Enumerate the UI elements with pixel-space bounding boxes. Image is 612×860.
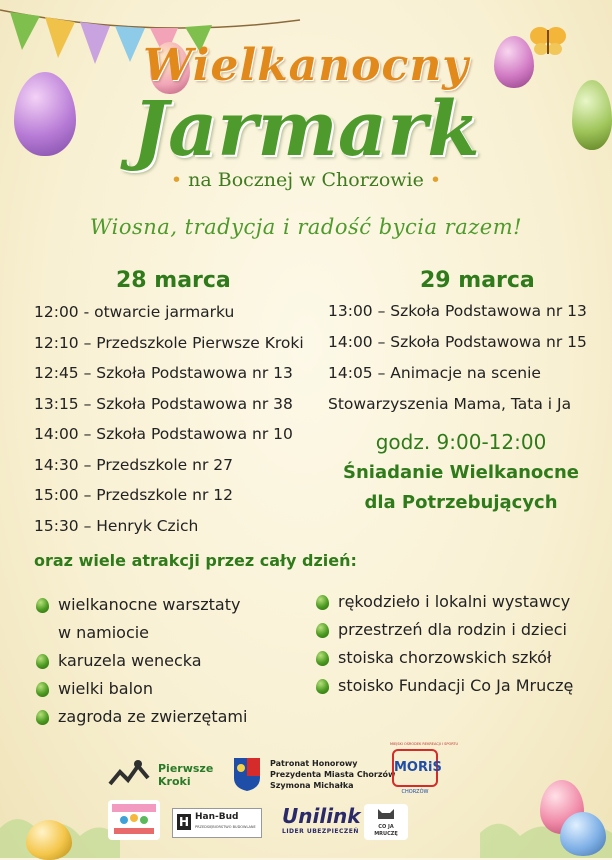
moris-top-text: MIEJSKI OŚRODEK REKREACJI I SPORTU — [390, 742, 459, 746]
attraction-text: w namiocie — [58, 623, 150, 642]
attraction-text: stoiska chorzowskich szkół — [338, 648, 552, 667]
schedule-item: 12:00 - otwarcie jarmarku — [34, 303, 235, 321]
day1-schedule — [34, 297, 304, 541]
moris-bottom-text: CHORZÓW — [401, 789, 429, 795]
pierwsze-kroki-logo — [158, 762, 213, 788]
schedule-item: 14:05 – Animacje na scenie — [328, 364, 541, 382]
schedule-item: 13:00 – Szkoła Podstawowa nr 13 — [328, 302, 587, 320]
logo-text: Pierwsze — [158, 762, 214, 775]
attraction-text: zagroda ze zwierzętami — [58, 707, 248, 726]
day1-title: 28 marca — [116, 268, 231, 293]
hanbud-h-icon: H — [178, 815, 190, 829]
subtitle-text: na Bocznej w Chorzowie — [188, 169, 424, 191]
green-egg-icon — [36, 598, 49, 613]
sponsor-logos — [0, 742, 612, 858]
schedule-item: 12:45 – Szkoła Podstawowa nr 13 — [34, 364, 293, 382]
cojamrucze-logo — [364, 804, 408, 840]
schedule-item: 15:00 – Przedszkole nr 12 — [34, 486, 233, 504]
chorzow-crest-icon — [232, 756, 262, 792]
attraction-item — [36, 703, 247, 731]
attraction-text: wielkanocne warsztaty — [58, 595, 241, 614]
attraction-item — [316, 644, 573, 672]
hanbud-name: Han-Bud — [195, 812, 239, 822]
green-egg-icon — [36, 654, 49, 669]
title-line1: Wielkanocny — [143, 40, 469, 91]
breakfast-line1: Śniadanie Wielkanocne — [343, 462, 579, 483]
logo-text: Prezydenta Miasta Chorzów — [270, 770, 396, 779]
attraction-text: przestrzeń dla rodzin i dzieci — [338, 620, 567, 639]
title-line2: Jarmark — [132, 84, 480, 173]
cat-icon — [376, 806, 396, 820]
breakfast-title — [316, 458, 606, 518]
attraction-item — [316, 672, 573, 700]
logo-text: Kroki — [158, 775, 191, 788]
green-egg-icon — [316, 623, 329, 638]
moris-letters: MORiS — [392, 749, 438, 787]
pierwsze-kroki-logo-icon — [108, 758, 150, 788]
attraction-text: karuzela wenecka — [58, 651, 202, 670]
subtitle — [0, 169, 612, 191]
attraction-text: stoisko Fundacji Co Ja Mruczę — [338, 676, 574, 695]
green-egg-icon — [316, 595, 329, 610]
logo-text: Patronat Honorowy — [270, 759, 358, 768]
schedule-item: 14:00 – Szkoła Podstawowa nr 15 — [328, 333, 587, 351]
attractions-right — [316, 588, 573, 700]
day2-schedule — [328, 296, 587, 420]
schedule-item: Stowarzyszenia Mama, Tata i Ja — [328, 395, 572, 413]
attraction-text: rękodzieło i lokalni wystawcy — [338, 592, 571, 611]
attraction-item — [316, 616, 573, 644]
attraction-item — [316, 588, 573, 616]
unilink-logo — [282, 804, 361, 835]
unilink-name: Unilink — [282, 804, 361, 828]
attraction-item — [36, 647, 247, 675]
attractions-title: oraz wiele atrakcji przez cały dzień: — [34, 551, 357, 570]
schedule-item: 12:10 – Przedszkole Pierwsze Kroki — [34, 333, 304, 352]
green-egg-icon — [316, 651, 329, 666]
attraction-item — [36, 591, 247, 647]
hanbud-logo — [172, 808, 262, 838]
green-egg-icon — [36, 710, 49, 725]
attraction-text: wielki balon — [58, 679, 153, 698]
logo-text: Szymona Michałka — [270, 781, 354, 790]
patronat-text — [270, 758, 395, 791]
family-icon — [108, 800, 160, 840]
dot-icon: • — [170, 169, 183, 191]
day2-title: 29 marca — [420, 268, 535, 293]
attractions-left — [36, 591, 247, 731]
schedule-item: 15:30 – Henryk Czich — [34, 516, 199, 535]
family-logo — [108, 800, 160, 840]
unilink-sub: LIDER UBEZPIECZEŃ — [282, 828, 359, 835]
breakfast-hours: godz. 9:00-12:00 — [375, 430, 547, 454]
schedule-item: 14:30 – Przedszkole nr 27 — [34, 455, 233, 474]
schedule-item: 14:00 – Szkoła Podstawowa nr 10 — [34, 425, 293, 443]
hanbud-sub: PRZEDSIĘBIORSTWO BUDOWLANE — [195, 825, 256, 829]
breakfast-line2: dla Potrzebujących — [364, 492, 558, 513]
schedule-item: 13:15 – Szkoła Podstawowa nr 38 — [34, 394, 293, 413]
cojamrucze-text1: CO JA — [378, 824, 394, 830]
moris-logo — [390, 742, 459, 798]
dot-icon: • — [429, 169, 442, 191]
tagline: Wiosna, tradycja i radość bycia razem! — [89, 215, 523, 239]
green-egg-icon — [36, 682, 49, 697]
cojamrucze-text2: MRUCZĘ — [374, 831, 398, 837]
green-egg-icon — [316, 679, 329, 694]
attraction-item — [36, 675, 247, 703]
